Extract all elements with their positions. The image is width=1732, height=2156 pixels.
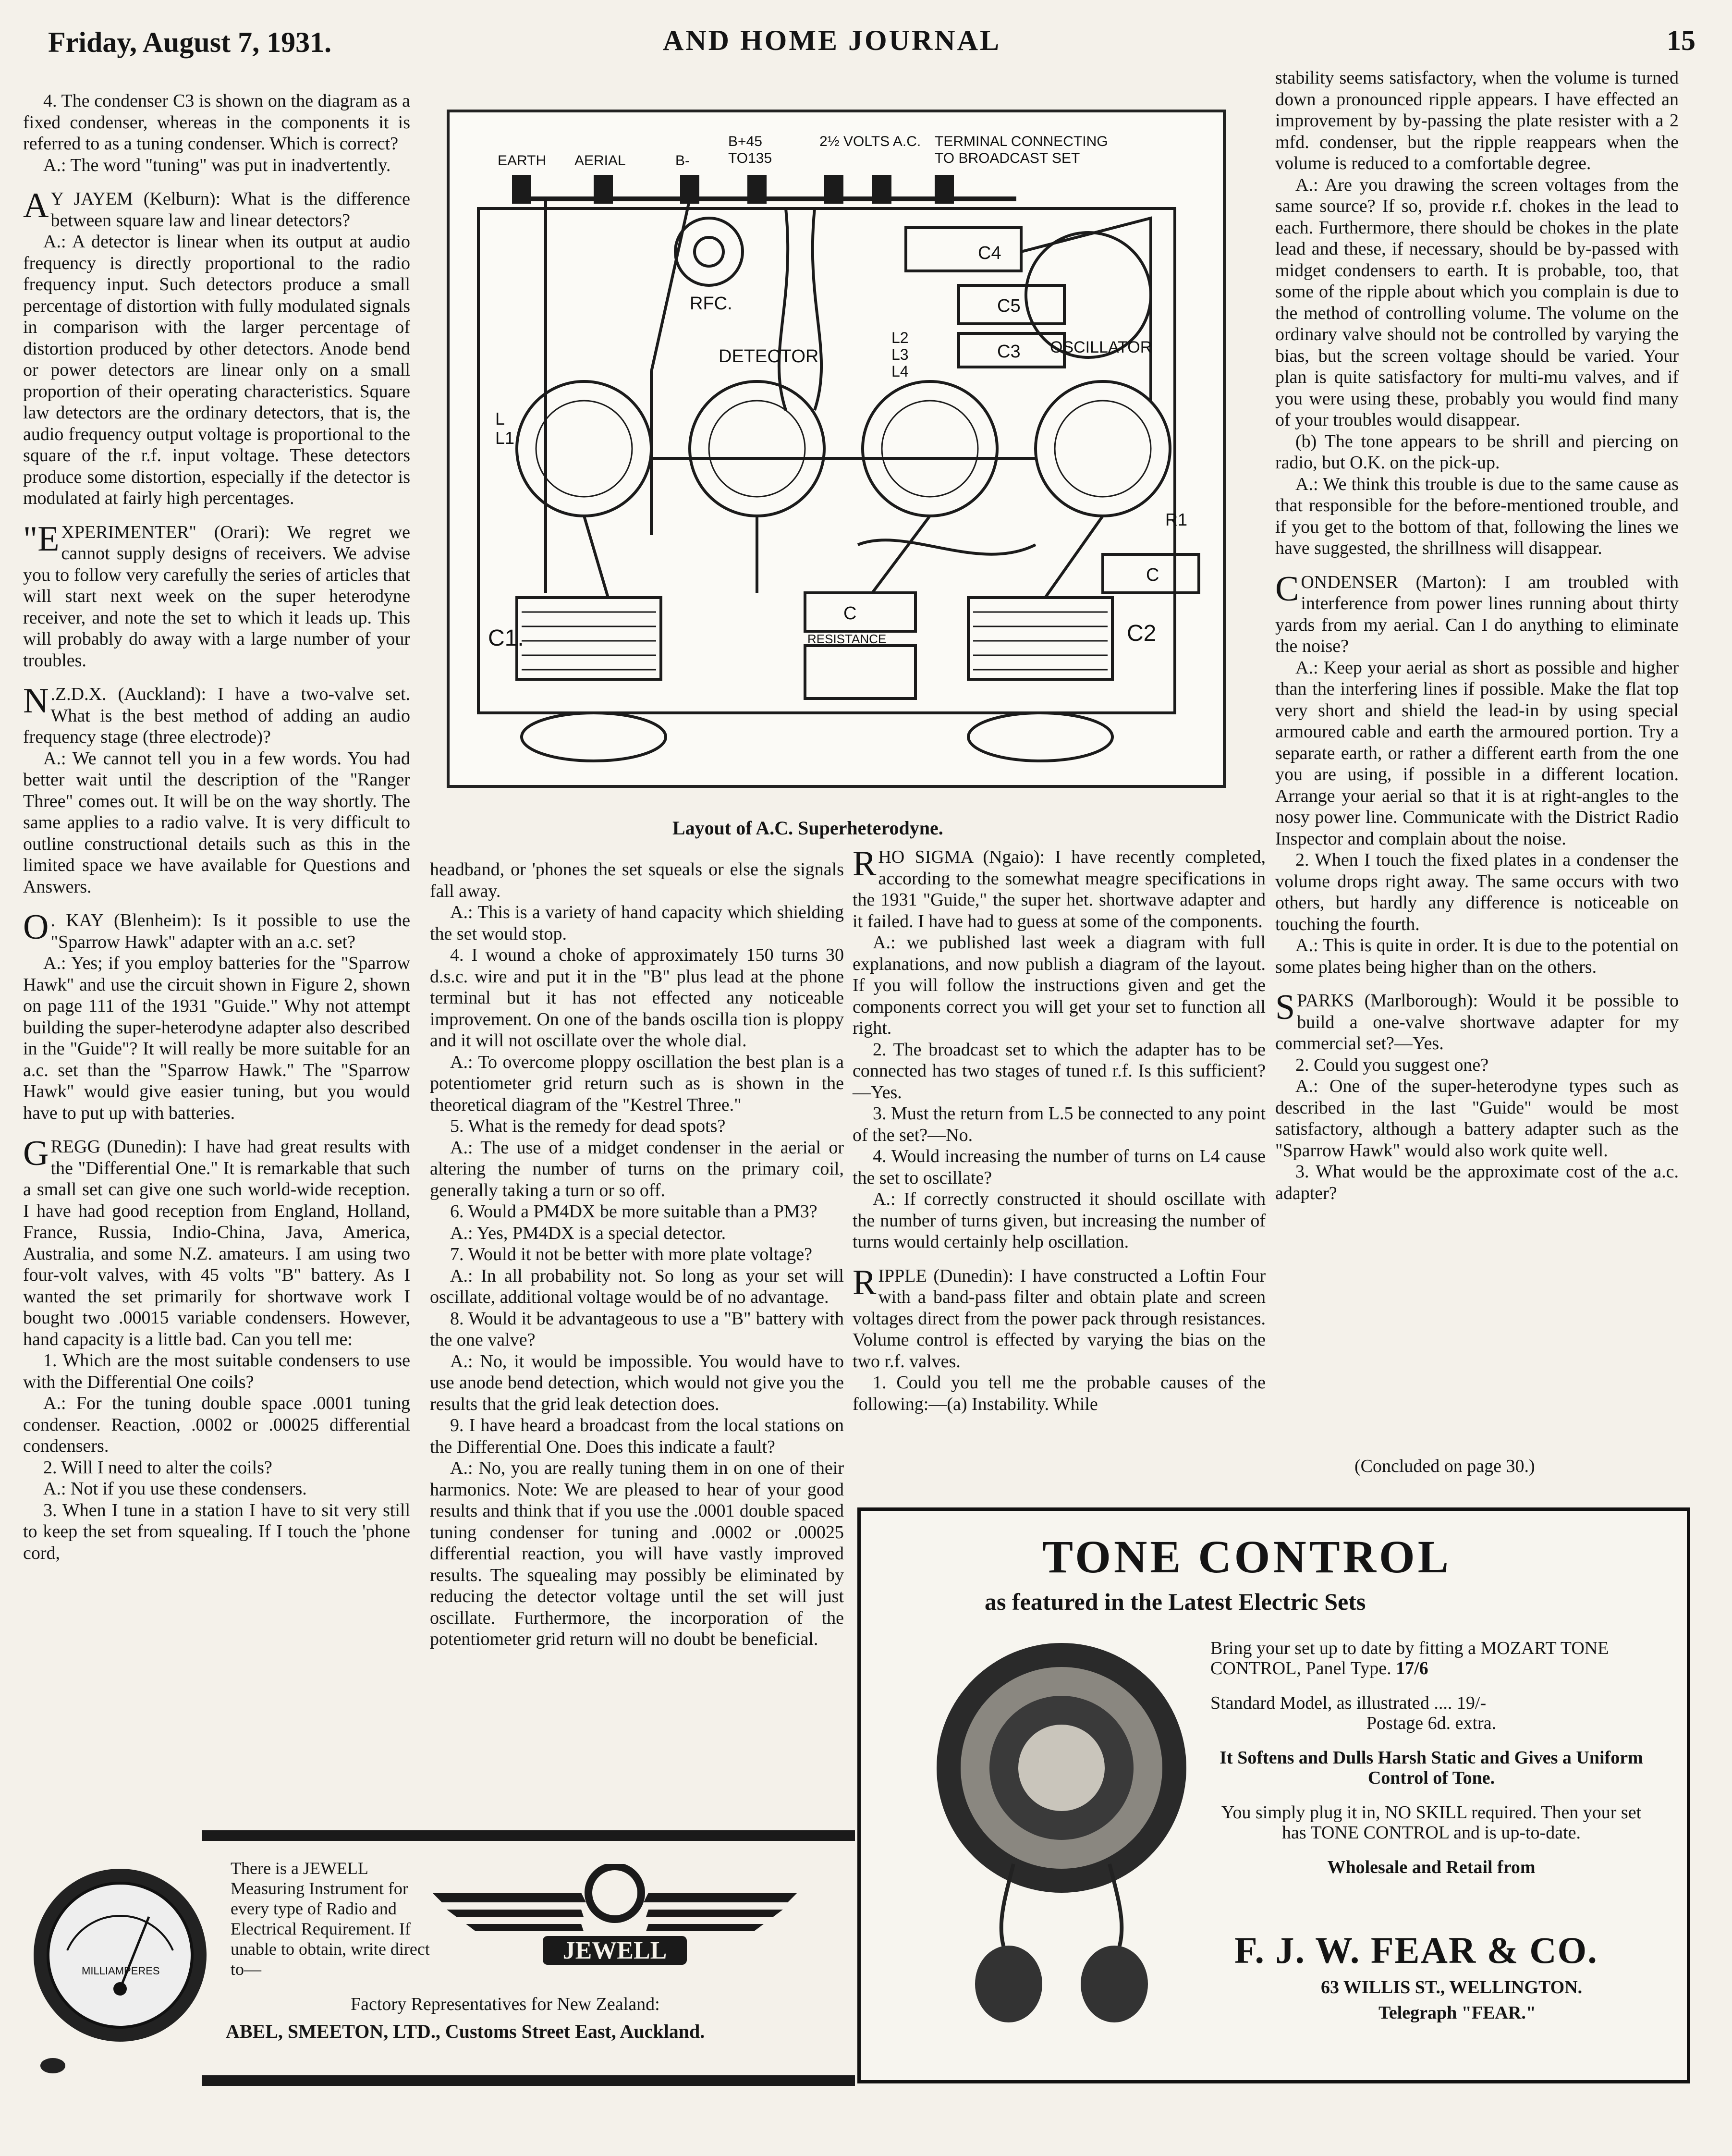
paragraph: IPPLE (Dunedin): I have constructed a Loftin Four with a band-pass filter and obtain plate and screen voltages direct from the power pack through resistances. Volume control is effected by varying the bias on the two r.f. valves. — [853, 1265, 1266, 1372]
page-date: Friday, August 7, 1931. — [48, 26, 332, 58]
paragraph: 1. Could you tell me the probable causes of the following:—(a) Instability. While — [853, 1372, 1266, 1414]
paragraph: Y JAYEM (Kelburn): What is the difference between square law and linear detectors? — [50, 189, 410, 231]
label-resistance: RESISTANCE — [807, 632, 887, 646]
paragraph: 4. I wound a choke of approximately 150 turns 30 d.s.c. wire and put it in the "B" plus lead at the phone terminal but it has not effected any noticeable improvement. On one of the bands oscilla tion is ploppy and it will not oscillate over the whole dial. — [430, 945, 844, 1051]
meter-image — [29, 1864, 211, 2046]
label-c-small: C — [843, 603, 857, 624]
superhet-layout-diagram — [447, 110, 1226, 788]
paragraph: REGG (Dunedin): I have had great results with the "Differential One." It is remarkable that such a small set can give one such world-wide reception. I have had good reception from England, Holland, France, Russia, Indio-China, Java, America, Australia, and some N.Z. amateurs. I am using two four-volt valves, with 45 volts "B" battery. As I wanted the set primarily for shortwave work I bought two .00015 variable condensers. However, hand capacity is a little bad. Can you tell me: — [23, 1137, 410, 1349]
tone-ad-subtitle: as featured in the Latest Electric Sets — [985, 1588, 1366, 1615]
paragraph: PARKS (Marlborough): Would it be possible to build a one-valve shortwave adapter for my commercial set?—Yes. — [1275, 991, 1679, 1054]
paragraph: A.: No, you are really tuning them in on one of their harmonics. Note: We are pleased to hear of your good results and think that if you use the .0001 double spaced tuning condenser for tuning and .0002 or .00025 differential reaction, you will have vastly improved results. The squealing may possibly be eliminated by reducing the detector voltage until the set will just oscillate. Furthermore, the incorporation of the potentiometer grid return will no doubt be beneficial. — [430, 1458, 844, 1649]
tone-ad-title: TONE CONTROL — [1042, 1531, 1451, 1582]
label-r1: R1 — [1165, 510, 1188, 529]
paragraph: 6. Would a PM4DX be more suitable than a PM3? — [450, 1201, 817, 1222]
paragraph: 1. Which are the most suitable condensers to use with the Differential One coils? — [23, 1350, 410, 1392]
paragraph: 4. Would increasing the number of turns on L4 cause the set to oscillate? — [853, 1146, 1266, 1188]
column-2 — [430, 859, 844, 1650]
drop-cap: O — [23, 907, 49, 947]
question-block — [23, 907, 410, 953]
question-block — [23, 188, 410, 231]
paragraph: A.: No, it would be impossible. You would have to use anode bend detection, which would not give you the results that the grid leak detection does. — [430, 1351, 844, 1414]
drop-cap: R — [853, 1262, 877, 1302]
tone-ad-price: 17/6 — [1396, 1658, 1428, 1678]
paragraph: 2. When I touch the fixed plates in a condenser the volume drops right away. The same occurs with two others, but hardly any difference is noticeable on touching the fourth. — [1275, 850, 1679, 934]
paragraph: A.: This is a variety of hand capacity which shielding the set would stop. — [430, 902, 844, 944]
paragraph: A.: This is quite in order. It is due to the potential on some plates being higher than on the others. — [1275, 935, 1679, 977]
paragraph: .Z.D.X. (Auckland): I have a two-valve set. What is the best method of adding an audio frequency stage (three electrode)? — [23, 684, 410, 747]
question-block — [1275, 569, 1679, 657]
page-title: AND HOME JOURNAL — [663, 24, 1001, 56]
paragraph: A.: The word "tuning" was put in inadvertently. — [43, 155, 391, 175]
diagram-caption: Layout of A.C. Superheterodyne. — [672, 817, 943, 839]
paragraph: 9. I have heard a broadcast from the local stations on the Differential One. Does this indicate a fault? — [430, 1415, 844, 1457]
drop-cap: "E — [23, 519, 60, 559]
label-aerial: AERIAL — [574, 153, 626, 169]
drop-cap: G — [23, 1134, 49, 1173]
paragraph: ONDENSER (Marton): I am troubled with interference from power lines running about thirty yards from my aerial. Can I do anything to eliminate the noise? — [1275, 572, 1679, 656]
jewell-ad-text: There is a JEWELL Measuring Instrument for every type of Radio and Electrical Requirement. If unable to obtain, write direct to— — [231, 1859, 430, 1979]
label-terminal-1: TERMINAL CONNECTING — [935, 134, 1108, 149]
paragraph: A.: Yes, PM4DX is a special detector. — [450, 1223, 726, 1243]
ornament-icon — [38, 2056, 67, 2075]
ad-rule — [202, 1830, 855, 1841]
drop-cap: A — [23, 186, 49, 225]
label-terminal-2: TO BROADCAST SET — [935, 150, 1080, 166]
jewell-logo-text: JEWELL — [562, 1937, 667, 1964]
paragraph: HO SIGMA (Ngaio): I have recently completed, according to the somewhat meagre specifications in the 1931 "Guide," the super het. shortwave adapter and it failed. I have had to guess at some of the components. — [853, 847, 1266, 931]
continuation-note: (Concluded on page 30.) — [1354, 1456, 1535, 1476]
firm-address: 63 WILLIS ST., WELLINGTON. — [1321, 1977, 1583, 1997]
paragraph: . KAY (Blenheim): Is it possible to use the "Sparrow Hawk" adapter with an a.c. set? — [50, 910, 410, 952]
paragraph: A.: A detector is linear when its output at audio frequency is directly proportional to the radio frequency input. Such detectors produce a small percentage of distortion with fully modulated signals in comparison with the larger percentage of distortion produced by other detectors. Anode bend or power detectors are linear only on a small proportion of their operating characteristics. Square law detectors are the ordinary detectors, that is, the audio frequency output voltage is proportional to the square of the r.f. input voltage. These detectors produce some distortion, especially if the detector is modulated at fairly high percentages. — [23, 232, 410, 508]
page-number: 15 — [1667, 24, 1695, 56]
tone-control-image — [927, 1633, 1196, 2027]
paragraph: A.: We cannot tell you in a few words. You had better wait until the description of the "Ranger Three" comes out. It will be on the way shortly. The same applies to a radio valve. It is very difficult to outline constructional details such as this in the limited space we have available for Questions and Answers. — [23, 748, 410, 897]
label-l: L — [495, 409, 505, 429]
paragraph: A.: The use of a midget condenser in the aerial or altering the number of turns on the primary coil, generally taking a turn or so off. — [430, 1137, 844, 1200]
label-detector: DETECTOR — [719, 346, 819, 367]
column-3 — [853, 846, 1266, 1415]
label-c: C — [1146, 565, 1159, 585]
tone-ad-line: Wholesale and Retail from — [1327, 1857, 1536, 1877]
question-block — [23, 1136, 410, 1350]
paragraph: 2. Could you suggest one? — [1295, 1054, 1489, 1075]
paragraph: headband, or 'phones the set squeals or else the signals fall away. — [430, 859, 844, 901]
tone-ad-line: Standard Model, as illustrated .... 19/- Postage 6d. extra. — [1210, 1693, 1497, 1733]
paragraph: 2. The broadcast set to which the adapter has to be connected has two stages of tuned r.f. Is this sufficient?—Yes. — [853, 1039, 1266, 1102]
label-l3: L3 — [891, 346, 909, 363]
paragraph: A.: Keep your aerial as short as possible and higher than the interfering lines if possible. Make the flat top very short and shield the lead-in by using special armoured cable and earth the armoured portion. Try a separate earth, or rather a different earth from the one you are using, if possible in a different location. Arrange your aerial so that it is at right-angles to the nosy power line. Communicate with the District Radio Inspector and complain about the noise. — [1275, 657, 1679, 849]
label-oscillator: OSCILLATOR — [1050, 338, 1152, 356]
drop-cap: N — [23, 681, 49, 721]
label-c1: C1. — [488, 625, 524, 651]
label-c2: C2 — [1127, 621, 1157, 646]
tone-ad-line: It Softens and Dulls Harsh Static and Gives a Uniform Control of Tone. — [1220, 1748, 1643, 1788]
label-b-plus-2: TO135 — [728, 150, 772, 166]
question-block — [1275, 990, 1679, 1054]
tone-ad-line: You simply plug it in, NO SKILL required. Then your set has TONE CONTROL and is up-to-date. — [1221, 1802, 1642, 1843]
paragraph: (b) The tone appears to be shrill and piercing on radio, but O.K. on the pick-up. — [1275, 431, 1679, 473]
abel-address: ABEL, SMEETON, LTD., Customs Street East, Auckland. — [226, 2021, 705, 2042]
paragraph: A.: If correctly constructed it should oscillate with the number of turns given, but increasing the number of turns would certainly help oscillation. — [853, 1189, 1266, 1252]
paragraph: A.: To overcome ploppy oscillation the best plan is a potentiometer grid return such as is shown in the theoretical diagram of the "Kestrel Three." — [430, 1052, 844, 1115]
firm-telegraph: Telegraph "FEAR." — [1378, 2003, 1536, 2023]
paragraph: 5. What is the remedy for dead spots? — [450, 1116, 726, 1136]
label-c5: C5 — [997, 296, 1021, 316]
label-earth: EARTH — [498, 153, 547, 169]
jewell-logo — [423, 1864, 807, 1974]
tone-ad-body — [1210, 1638, 1652, 1892]
column-1 — [23, 90, 410, 1564]
paragraph: A.: In all probability not. So long as your set will oscillate, additional voltage would be of no advantage. — [430, 1265, 844, 1307]
paragraph: 2. Will I need to alter the coils? — [43, 1457, 272, 1478]
paragraph: 7. Would it not be better with more plate voltage? — [450, 1244, 812, 1264]
question-block — [23, 681, 410, 748]
meter-label: MILLIAMPERES — [82, 1965, 160, 1977]
paragraph: 4. The condenser C3 is shown on the diagram as a fixed condenser, whereas in the components it is referred to as a tuning condenser. Which is correct? — [23, 91, 410, 154]
paragraph: A.: One of the super-heterodyne types such as described in the last "Guide" would be most satisfactory, although a battery adapter such as the "Sparrow Hawk" would also work quite well. — [1275, 1076, 1679, 1161]
ad-rule — [202, 2075, 855, 2086]
factory-reps: Factory Representatives for New Zealand: — [351, 1994, 660, 2014]
label-c3: C3 — [997, 342, 1021, 362]
label-l4: L4 — [891, 363, 909, 380]
question-block — [23, 519, 410, 672]
label-c4: C4 — [978, 243, 1001, 263]
paragraph: A.: For the tuning double space .0001 tuning condenser. Reaction, .0002 or .00025 differential condensers. — [23, 1393, 410, 1456]
tone-ad-line: Bring your set up to date by fitting a MOZART TONE CONTROL, Panel Type. 17/6 — [1210, 1638, 1609, 1678]
paragraph: stability seems satisfactory, when the volume is turned down a pronounced ripple appears. I have effected an improvement by by-passing the plate resister with a 2 mfd. condenser, but the ripple reappears when the volume is reduced to a comfortable degree. — [1275, 68, 1679, 173]
paragraph: 8. Would it be advantageous to use a "B" battery with the one valve? — [430, 1308, 844, 1350]
question-block — [853, 846, 1266, 932]
paragraph: XPERIMENTER" (Orari): We regret we cannot supply designs of receivers. We advise you to follow very carefully the series of articles that will start next week on the super heterodyne receiver, and note the set to which it leads up. This will probably do away with a large number of your troubles. — [23, 522, 410, 671]
paragraph: 3. When I tune in a station I have to sit very still to keep the set from squealing. If I touch the 'phone cord, — [23, 1500, 410, 1563]
paragraph: A.: Not if you use these condensers. — [43, 1479, 307, 1499]
label-b-plus: B+45 — [728, 134, 762, 149]
label-volts: 2½ VOLTS A.C. — [819, 134, 921, 149]
column-4 — [1275, 67, 1679, 1204]
drop-cap: C — [1275, 569, 1299, 609]
paragraph: A.: We think this trouble is due to the same cause as that responsible for the before-mentioned trouble, and if you get to the bottom of that, following the lines we have suggested, the shrillness will disappear. — [1275, 474, 1679, 558]
firm-name: F. J. W. FEAR & CO. — [1234, 1929, 1598, 1971]
label-rfc: RFC. — [690, 294, 732, 314]
paragraph: A.: Yes; if you employ batteries for the "Sparrow Hawk" and use the circuit shown in Figure 2, shown on page 111 of the 1931 "Guide." Why not attempt building the super-heterodyne adapter also described in the "Guide"? It will really be more suitable for an a.c. set than the "Sparrow Hawk." The "Sparrow Hawk" would give easier tuning, but you would have to put up with batteries. — [23, 953, 410, 1123]
drop-cap: S — [1275, 988, 1295, 1027]
drop-cap: R — [853, 844, 877, 883]
label-l2: L2 — [891, 329, 909, 346]
question-block — [853, 1262, 1266, 1372]
label-b-minus: B- — [675, 153, 690, 169]
paragraph: 3. Must the return from L.5 be connected to any point of the set?—No. — [853, 1103, 1266, 1145]
paragraph: A.: Are you drawing the screen voltages from the same source? If so, provide r.f. chokes in the lead to each. Furthermore, there should be chokes in the plate lead and these, if necessary, should be by-passed with midget condensers to earth. It is probable, too, that some of the ripple about which you complain is due to the method of controlling volume. The volume on the ordinary valve should not be controlled by varying the bias, but the screen voltage should be varied. Your plan is quite satisfactory for multi-mu valves, and if you were using these, probably you would find many of your troubles would disappear. — [1275, 174, 1679, 430]
paragraph: 3. What would be the approximate cost of the a.c. adapter? — [1275, 1162, 1679, 1203]
paragraph: A.: we published last week a diagram with full explanations, and now publish a diagram of the layout. If you will follow the instructions given and get the components correct you will get your set to function all right. — [853, 932, 1266, 1038]
label-l1: L1 — [495, 428, 515, 448]
